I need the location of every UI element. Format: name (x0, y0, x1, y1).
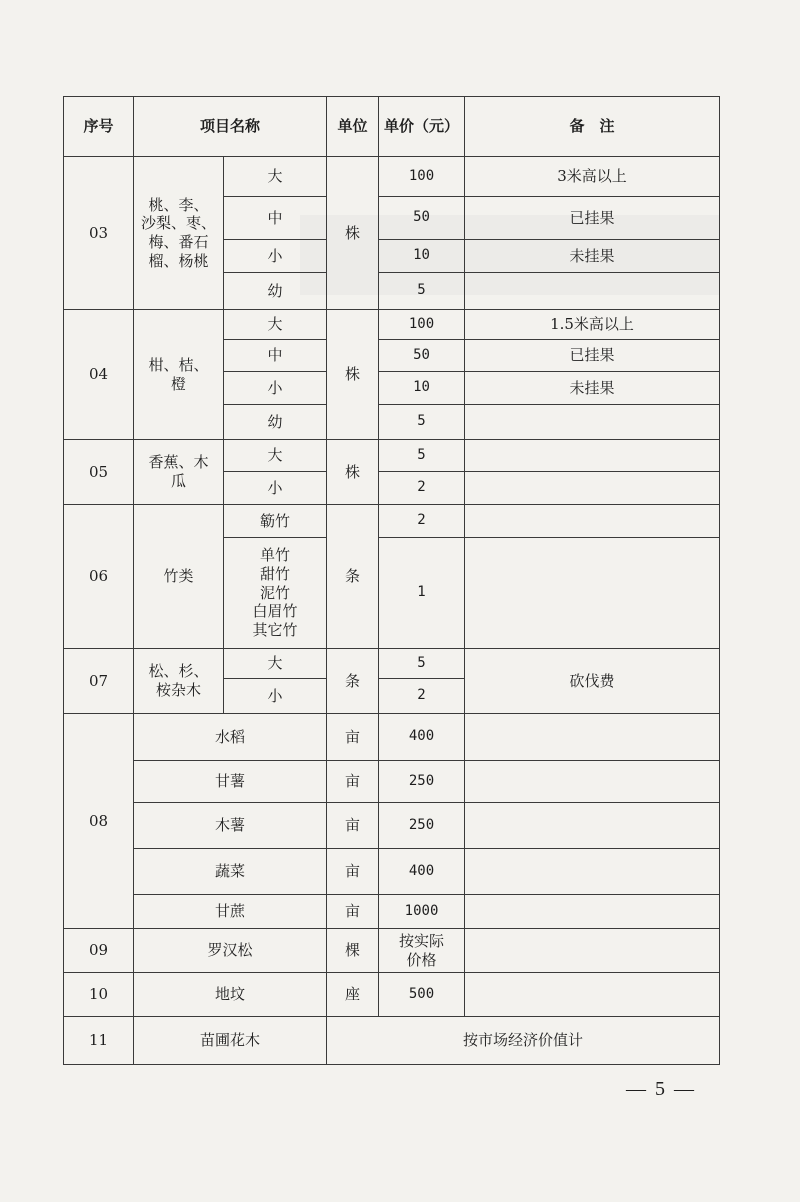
table-row (64, 714, 720, 761)
row05-unit: 株 (327, 440, 379, 505)
row08-note-rice (465, 714, 720, 761)
table-row (64, 803, 720, 849)
page-number: — 5 — (626, 1078, 696, 1100)
row04-price-large: 100 (379, 310, 465, 340)
row08-item-vegetables: 蔬菜 (134, 849, 327, 895)
row06-seq: 06 (64, 505, 134, 649)
row08-note-sugarcane (465, 895, 720, 929)
row08-unit-sugarcane: 亩 (327, 895, 379, 929)
row04-price-young: 5 (379, 405, 465, 440)
row08-item-rice: 水稻 (134, 714, 327, 761)
row10-seq: 10 (64, 973, 134, 1017)
table-row (64, 649, 720, 679)
row04-note-medium: 已挂果 (465, 340, 720, 372)
row04-size-small: 小 (224, 372, 327, 405)
row06-price-thorny: 2 (379, 505, 465, 538)
table-row (64, 440, 720, 472)
compensation-table (63, 96, 720, 1065)
row03-size-small: 小 (224, 240, 327, 273)
row07-unit: 条 (327, 649, 379, 714)
header-unit: 单位 (327, 97, 379, 157)
row04-note-young (465, 405, 720, 440)
row08-unit-sweet-potato: 亩 (327, 761, 379, 803)
header-unit-price: 单价（元） (379, 97, 465, 157)
row03-size-large: 大 (224, 157, 327, 197)
row04-unit: 株 (327, 310, 379, 440)
row09-unit: 棵 (327, 929, 379, 973)
header-seq: 序号 (64, 97, 134, 157)
row06-type-others: 单竹 甜竹 泥竹 白眉竹 其它竹 (224, 538, 327, 649)
row10-name: 地坟 (134, 973, 327, 1017)
table-row (64, 1017, 720, 1065)
row09-name: 罗汉松 (134, 929, 327, 973)
row07-price-large: 5 (379, 649, 465, 679)
row11-name: 苗圃花木 (134, 1017, 327, 1065)
table-header-row (64, 97, 720, 157)
row04-price-small: 10 (379, 372, 465, 405)
row08-item-sweet-potato: 甘薯 (134, 761, 327, 803)
table-row (64, 505, 720, 538)
row06-note-thorny (465, 505, 720, 538)
table-row (64, 973, 720, 1017)
row07-price-small: 2 (379, 679, 465, 714)
row03-seq: 03 (64, 157, 134, 310)
row06-unit: 条 (327, 505, 379, 649)
row03-price-young: 5 (379, 273, 465, 310)
row03-price-large: 100 (379, 157, 465, 197)
row06-price-others: 1 (379, 538, 465, 649)
row08-unit-cassava: 亩 (327, 803, 379, 849)
row04-seq: 04 (64, 310, 134, 440)
row08-price-sugarcane: 1000 (379, 895, 465, 929)
row03-note-medium: 已挂果 (465, 197, 720, 240)
row04-note-small: 未挂果 (465, 372, 720, 405)
row03-note-large: 3米高以上 (465, 157, 720, 197)
row05-price-small: 2 (379, 472, 465, 505)
table-row (64, 849, 720, 895)
row10-unit: 座 (327, 973, 379, 1017)
row08-price-cassava: 250 (379, 803, 465, 849)
row04-price-medium: 50 (379, 340, 465, 372)
table-row (64, 929, 720, 973)
row03-price-medium: 50 (379, 197, 465, 240)
row08-unit-rice: 亩 (327, 714, 379, 761)
row07-seq: 07 (64, 649, 134, 714)
row05-size-large: 大 (224, 440, 327, 472)
row03-price-small: 10 (379, 240, 465, 273)
row04-size-medium: 中 (224, 340, 327, 372)
row04-size-young: 幼 (224, 405, 327, 440)
row08-note-cassava (465, 803, 720, 849)
row03-note-young (465, 273, 720, 310)
row07-size-small: 小 (224, 679, 327, 714)
row08-seq: 08 (64, 714, 134, 929)
row05-name: 香蕉、木 瓜 (134, 440, 224, 505)
row09-seq: 09 (64, 929, 134, 973)
row05-size-small: 小 (224, 472, 327, 505)
row06-note-others (465, 538, 720, 649)
row08-item-sugarcane: 甘蔗 (134, 895, 327, 929)
row07-name: 松、杉、 桉杂木 (134, 649, 224, 714)
table-row (64, 310, 720, 340)
row08-price-rice: 400 (379, 714, 465, 761)
table-row (64, 157, 720, 197)
row04-size-large: 大 (224, 310, 327, 340)
row03-name: 桃、李、 沙梨、枣、 梅、番石 榴、杨桃 (134, 157, 224, 310)
row03-note-small: 未挂果 (465, 240, 720, 273)
row03-size-young: 幼 (224, 273, 327, 310)
row07-note: 砍伐费 (465, 649, 720, 714)
header-item-name: 项目名称 (134, 97, 327, 157)
row03-unit: 株 (327, 157, 379, 310)
row08-price-vegetables: 400 (379, 849, 465, 895)
row08-price-sweet-potato: 250 (379, 761, 465, 803)
row08-unit-vegetables: 亩 (327, 849, 379, 895)
table-row (64, 895, 720, 929)
row06-type-thorny: 簕竹 (224, 505, 327, 538)
row11-note: 按市场经济价值计 (327, 1017, 720, 1065)
row08-note-sweet-potato (465, 761, 720, 803)
row05-note-small (465, 472, 720, 505)
row05-seq: 05 (64, 440, 134, 505)
row04-name: 柑、桔、 橙 (134, 310, 224, 440)
row08-note-vegetables (465, 849, 720, 895)
row10-price: 500 (379, 973, 465, 1017)
header-remarks: 备 注 (465, 97, 720, 157)
row09-note (465, 929, 720, 973)
row07-size-large: 大 (224, 649, 327, 679)
row04-note-large: 1.5米高以上 (465, 310, 720, 340)
row08-item-cassava: 木薯 (134, 803, 327, 849)
row05-price-large: 5 (379, 440, 465, 472)
row09-price: 按实际 价格 (379, 929, 465, 973)
row10-note (465, 973, 720, 1017)
table-row (64, 761, 720, 803)
row11-seq: 11 (64, 1017, 134, 1065)
row03-size-medium: 中 (224, 197, 327, 240)
row05-note-large (465, 440, 720, 472)
row06-name: 竹类 (134, 505, 224, 649)
